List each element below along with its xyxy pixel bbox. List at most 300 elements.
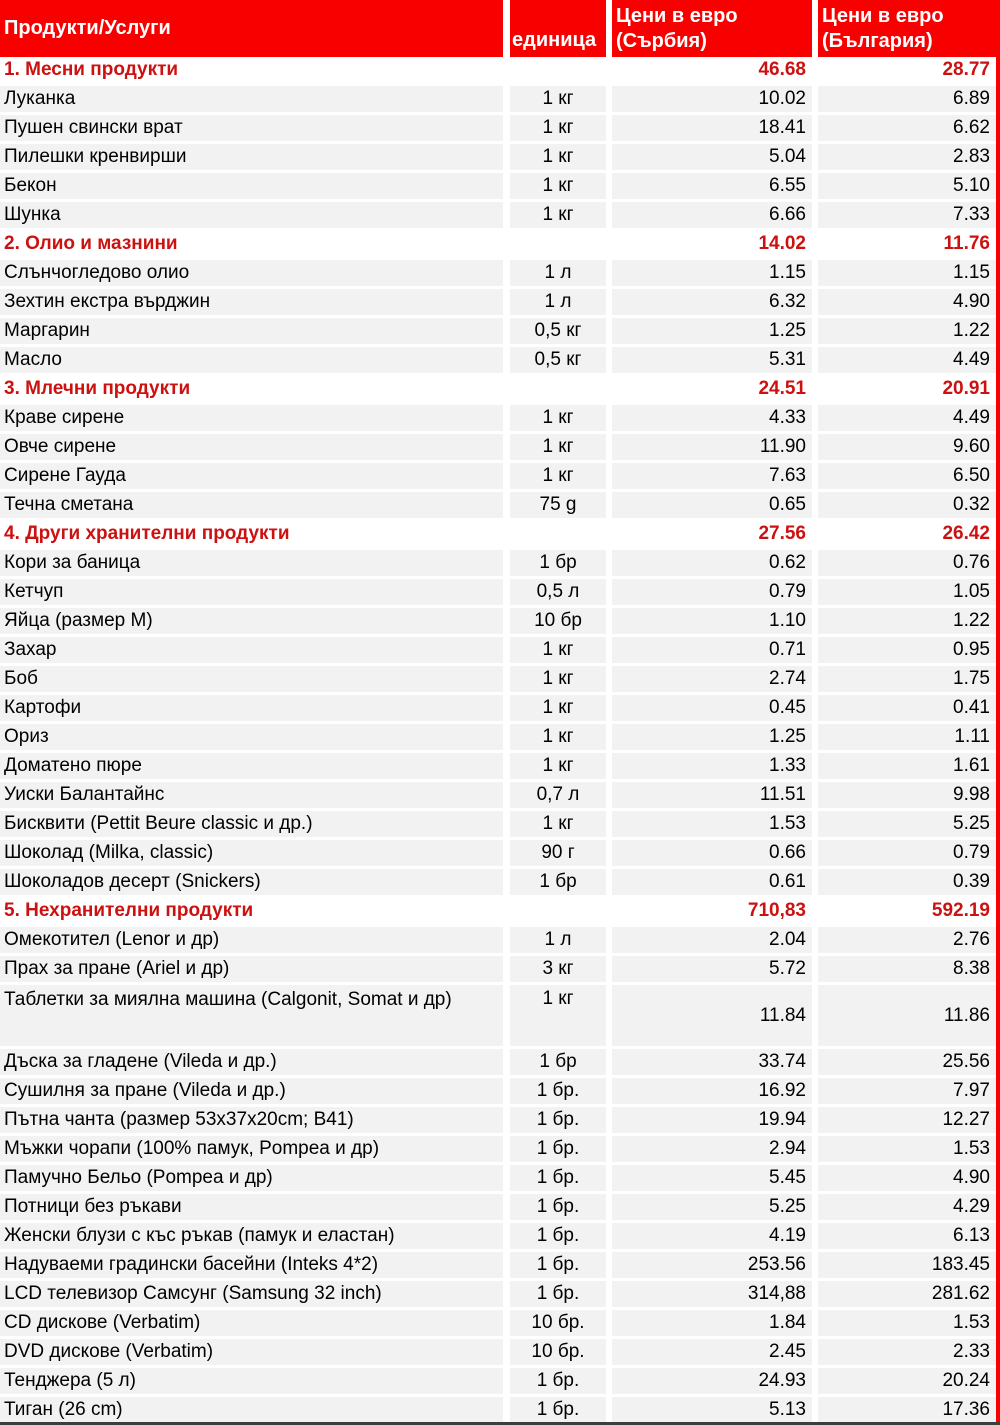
price-serbia-cell: [612, 840, 812, 869]
price-serbia-cell-text: 0.71: [769, 639, 806, 660]
product-name-cell-text: Женски блузи с къс ръкав (памук и еластан): [4, 1225, 395, 1246]
price-bulgaria-cell-text: 6.62: [953, 117, 990, 138]
product-name-cell-text: Краве сирене: [4, 407, 125, 428]
category-name-cell: [0, 521, 503, 550]
price-serbia-cell: [612, 666, 812, 695]
price-bulgaria-cell-text: 4.49: [953, 407, 990, 428]
price-bulgaria-cell-text: 4.49: [953, 349, 990, 370]
price-bulgaria-cell: [818, 1049, 996, 1078]
category-name-cell-text: 5. Нехранителни продукти: [4, 900, 254, 921]
price-serbia-cell: [612, 927, 812, 956]
unit-cell: [510, 1194, 606, 1223]
product-row: [0, 695, 1000, 724]
price-serbia-cell-text: 0.65: [769, 494, 806, 515]
category-name-cell-text: 2. Олио и мазнини: [4, 233, 178, 254]
price-serbia-cell: [612, 608, 812, 637]
unit-cell-text: 1 бр.: [536, 1167, 580, 1188]
product-name-cell-text: Бисквити (Pettit Beure classic и др.): [4, 813, 313, 834]
price-serbia-cell-text: 6.32: [769, 291, 806, 312]
unit-cell-text: 3 кг: [542, 958, 574, 979]
price-bulgaria-cell-text: 4.90: [953, 1167, 990, 1188]
price-bulgaria-cell: [818, 695, 996, 724]
product-row: [0, 347, 1000, 376]
category-row: [0, 898, 1000, 927]
price-bulgaria-cell: [818, 173, 996, 202]
price-serbia-cell: [612, 1049, 812, 1078]
price-bulgaria-cell: [818, 898, 996, 927]
price-serbia-cell: [612, 956, 812, 985]
product-row: [0, 1339, 1000, 1368]
product-row: [0, 869, 1000, 898]
product-name-cell: [0, 550, 503, 579]
price-serbia-cell: [612, 521, 812, 550]
price-serbia-cell: [612, 550, 812, 579]
unit-cell-text: 1 л: [544, 262, 572, 283]
price-bulgaria-cell-text: 25.56: [942, 1051, 990, 1072]
unit-cell: [510, 463, 606, 492]
unit-cell-text: 10 бр: [534, 610, 582, 631]
category-row: [0, 521, 1000, 550]
price-serbia-cell: [612, 579, 812, 608]
unit-cell-text: 1 кг: [542, 465, 574, 486]
product-row: [0, 1194, 1000, 1223]
price-bulgaria-cell: [818, 550, 996, 579]
product-row: [0, 637, 1000, 666]
unit-cell: [510, 318, 606, 347]
product-name-cell-text: Шоколад (Milka, classic): [4, 842, 214, 863]
product-name-cell: [0, 840, 503, 869]
product-name-cell: [0, 260, 503, 289]
header-products-label: Продукти/Услуги: [4, 17, 171, 39]
unit-cell-text: 1 бр.: [536, 1283, 580, 1304]
price-serbia-cell: [612, 1397, 812, 1425]
unit-cell-text: 1 бр.: [536, 1138, 580, 1159]
price-serbia-cell: [612, 898, 812, 927]
price-serbia-cell-text: 0.66: [769, 842, 806, 863]
price-bulgaria-cell: [818, 956, 996, 985]
price-bulgaria-cell-text: 11.76: [943, 233, 990, 254]
product-name-cell-text: Прах за пране (Ariel и др): [4, 958, 230, 979]
header-products-services: [0, 0, 503, 57]
unit-cell-text: 1 бр.: [536, 1254, 580, 1275]
unit-cell: [510, 1223, 606, 1252]
unit-cell: [510, 115, 606, 144]
product-row: [0, 1165, 1000, 1194]
unit-cell: [510, 1136, 606, 1165]
product-name-cell: [0, 463, 503, 492]
price-bulgaria-cell-text: 592.19: [931, 900, 990, 921]
unit-cell-text: 1 бр: [539, 871, 577, 892]
price-serbia-cell: [612, 86, 812, 115]
price-serbia-cell: [612, 463, 812, 492]
price-serbia-cell-text: 11.90: [759, 436, 806, 457]
price-bulgaria-cell-text: 1.22: [953, 610, 990, 631]
product-name-cell-text: Зехтин екстра върджин: [4, 291, 211, 312]
product-name-cell: [0, 173, 503, 202]
product-row: [0, 289, 1000, 318]
product-name-cell-text: CD дискове (Verbatim): [4, 1312, 201, 1333]
unit-cell-text: 90 г: [541, 842, 575, 863]
header-unit: [510, 0, 606, 57]
price-bulgaria-cell-text: 5.10: [953, 175, 990, 196]
price-bulgaria-cell-text: 6.50: [953, 465, 990, 486]
unit-cell: [510, 347, 606, 376]
product-name-cell-text: Течна сметана: [4, 494, 134, 515]
unit-cell: [510, 753, 606, 782]
product-row: [0, 550, 1000, 579]
price-bulgaria-cell-text: 2.33: [953, 1341, 990, 1362]
price-serbia-cell: [612, 1078, 812, 1107]
unit-cell: [510, 898, 606, 927]
price-serbia-cell-text: 314,88: [747, 1283, 806, 1304]
product-row: [0, 463, 1000, 492]
price-bulgaria-cell: [818, 753, 996, 782]
header-prices-serbia: [612, 0, 812, 57]
unit-cell-text: 1 кг: [542, 117, 574, 138]
price-bulgaria-cell-text: 0.41: [953, 697, 990, 718]
product-row: [0, 666, 1000, 695]
price-bulgaria-cell: [818, 1078, 996, 1107]
unit-cell: [510, 1339, 606, 1368]
product-name-cell: [0, 347, 503, 376]
unit-cell-text: 1 кг: [542, 407, 574, 428]
price-serbia-cell: [612, 260, 812, 289]
product-name-cell-text: Омекотител (Lenor и др): [4, 929, 220, 950]
unit-cell: [510, 202, 606, 231]
price-serbia-cell: [612, 869, 812, 898]
price-bulgaria-cell-text: 5.25: [953, 813, 990, 834]
price-bulgaria-cell-text: 1.53: [953, 1138, 990, 1159]
product-row: [0, 202, 1000, 231]
unit-cell: [510, 869, 606, 898]
price-bulgaria-cell-text: 17.36: [942, 1399, 990, 1420]
unit-cell: [510, 811, 606, 840]
price-bulgaria-cell: [818, 318, 996, 347]
product-row: [0, 1281, 1000, 1310]
unit-cell-text: 1 кг: [542, 813, 574, 834]
unit-cell: [510, 521, 606, 550]
unit-cell-text: 1 кг: [542, 436, 574, 457]
unit-cell-text: 1 кг: [542, 726, 574, 747]
price-serbia-cell: [612, 1136, 812, 1165]
price-bulgaria-cell-text: 0.95: [953, 639, 990, 660]
price-bulgaria-cell: [818, 463, 996, 492]
table-body: [0, 57, 1000, 1425]
price-bulgaria-cell-text: 6.13: [953, 1225, 990, 1246]
price-bulgaria-cell-text: 0.79: [953, 842, 990, 863]
product-name-cell-text: Сирене Гауда: [4, 465, 126, 486]
price-serbia-cell: [612, 492, 812, 521]
product-name-cell: [0, 289, 503, 318]
unit-cell-text: 0,5 кг: [534, 320, 582, 341]
price-bulgaria-cell: [818, 492, 996, 521]
price-serbia-cell-text: 46.68: [758, 59, 806, 80]
unit-cell: [510, 260, 606, 289]
category-row: [0, 376, 1000, 405]
product-name-cell-text: Слънчогледово олио: [4, 262, 190, 283]
unit-cell-text: 1 кг: [542, 146, 574, 167]
price-bulgaria-cell: [818, 1368, 996, 1397]
product-row: [0, 985, 1000, 1049]
price-serbia-cell: [612, 115, 812, 144]
price-bulgaria-cell-text: 1.05: [953, 581, 990, 602]
unit-cell: [510, 1165, 606, 1194]
header-prices-bulgaria: [818, 0, 996, 57]
price-serbia-cell-text: 16.92: [758, 1080, 806, 1101]
unit-cell: [510, 173, 606, 202]
unit-cell-text: 1 кг: [542, 668, 574, 689]
product-name-cell: [0, 811, 503, 840]
product-row: [0, 753, 1000, 782]
price-serbia-cell-text: 4.33: [769, 407, 806, 428]
product-name-cell: [0, 782, 503, 811]
product-name-cell: [0, 695, 503, 724]
unit-cell-text: 0,5 л: [536, 581, 580, 602]
price-serbia-cell: [612, 231, 812, 260]
price-bulgaria-cell-text: 7.33: [953, 204, 990, 225]
unit-cell: [510, 666, 606, 695]
product-name-cell-text: Кори за баница: [4, 552, 141, 573]
unit-cell-text: 1 бр: [539, 1051, 577, 1072]
product-name-cell-text: Пушен свински врат: [4, 117, 183, 138]
product-row: [0, 1223, 1000, 1252]
price-bulgaria-cell: [818, 724, 996, 753]
product-row: [0, 492, 1000, 521]
product-name-cell: [0, 1252, 503, 1281]
product-row: [0, 1397, 1000, 1425]
unit-cell-text: 1 кг: [542, 175, 574, 196]
price-bulgaria-cell: [818, 1339, 996, 1368]
price-bulgaria-cell-text: 0.76: [953, 552, 990, 573]
price-serbia-cell: [612, 289, 812, 318]
price-bulgaria-cell: [818, 347, 996, 376]
category-name-cell: [0, 57, 503, 86]
product-row: [0, 260, 1000, 289]
product-name-cell: [0, 405, 503, 434]
price-serbia-cell-text: 0.61: [769, 871, 806, 892]
price-serbia-cell: [612, 1223, 812, 1252]
price-serbia-cell-text: 24.51: [758, 378, 806, 399]
price-serbia-cell: [612, 318, 812, 347]
unit-cell: [510, 579, 606, 608]
price-bulgaria-cell: [818, 1194, 996, 1223]
price-serbia-cell-text: 27.56: [758, 523, 806, 544]
unit-cell-text: 1 кг: [542, 988, 574, 1009]
unit-cell-text: 10 бр.: [531, 1312, 585, 1333]
product-name-cell: [0, 927, 503, 956]
price-bulgaria-cell-text: 1.61: [953, 755, 990, 776]
price-bulgaria-cell: [818, 231, 996, 260]
unit-cell: [510, 405, 606, 434]
price-serbia-cell-text: 1.10: [769, 610, 806, 631]
price-bulgaria-cell: [818, 405, 996, 434]
unit-cell: [510, 1310, 606, 1339]
price-bulgaria-cell-text: 183.45: [931, 1254, 990, 1275]
price-serbia-cell-text: 11.51: [759, 784, 806, 805]
price-bulgaria-cell-text: 7.97: [953, 1080, 990, 1101]
category-name-cell-text: 3. Млечни продукти: [4, 378, 191, 399]
price-serbia-cell-text: 5.31: [769, 349, 806, 370]
product-name-cell-text: Луканка: [4, 88, 76, 109]
price-serbia-cell-text: 710,83: [747, 900, 806, 921]
product-row: [0, 144, 1000, 173]
price-serbia-cell: [612, 173, 812, 202]
price-serbia-cell-text: 10.02: [758, 88, 806, 109]
category-name-cell-text: 1. Месни продукти: [4, 59, 179, 80]
product-row: [0, 1049, 1000, 1078]
unit-cell: [510, 434, 606, 463]
product-name-cell: [0, 666, 503, 695]
price-serbia-cell-text: 2.94: [769, 1138, 806, 1159]
unit-cell: [510, 57, 606, 86]
price-bulgaria-cell: [818, 927, 996, 956]
product-name-cell: [0, 1107, 503, 1136]
price-bulgaria-cell-text: 26.42: [942, 523, 990, 544]
product-row: [0, 405, 1000, 434]
price-serbia-cell-text: 5.04: [769, 146, 806, 167]
unit-cell: [510, 1049, 606, 1078]
header-bulgaria-line1: Цени в евро: [822, 5, 944, 27]
price-bulgaria-cell: [818, 1252, 996, 1281]
price-bulgaria-cell-text: 1.53: [953, 1312, 990, 1333]
price-bulgaria-cell: [818, 1165, 996, 1194]
product-name-cell: [0, 869, 503, 898]
price-bulgaria-cell: [818, 57, 996, 86]
product-row: [0, 927, 1000, 956]
product-row: [0, 1310, 1000, 1339]
price-bulgaria-cell-text: 1.75: [953, 668, 990, 689]
product-name-cell: [0, 1310, 503, 1339]
price-serbia-cell-text: 0.79: [769, 581, 806, 602]
red-right-border: [996, 0, 1000, 1425]
unit-cell: [510, 1252, 606, 1281]
price-bulgaria-cell: [818, 1281, 996, 1310]
price-serbia-cell: [612, 1165, 812, 1194]
price-bulgaria-cell: [818, 289, 996, 318]
unit-cell: [510, 637, 606, 666]
price-serbia-cell: [612, 144, 812, 173]
price-serbia-cell: [612, 347, 812, 376]
product-row: [0, 115, 1000, 144]
price-serbia-cell: [612, 434, 812, 463]
product-name-cell: [0, 115, 503, 144]
price-serbia-cell-text: 1.25: [769, 320, 806, 341]
product-name-cell-text: Тиган (26 cm): [4, 1399, 123, 1420]
price-serbia-cell-text: 0.62: [769, 552, 806, 573]
price-serbia-cell-text: 5.13: [769, 1399, 806, 1420]
price-serbia-cell: [612, 202, 812, 231]
product-row: [0, 1368, 1000, 1397]
price-bulgaria-cell: [818, 579, 996, 608]
product-row: [0, 956, 1000, 985]
unit-cell: [510, 927, 606, 956]
price-serbia-cell-text: 2.04: [769, 929, 806, 950]
product-name-cell-text: Доматено пюре: [4, 755, 142, 776]
unit-cell-text: 1 л: [544, 929, 572, 950]
price-serbia-cell-text: 24.93: [758, 1370, 806, 1391]
product-name-cell: [0, 1049, 503, 1078]
price-bulgaria-cell: [818, 1136, 996, 1165]
price-bulgaria-cell-text: 0.39: [953, 871, 990, 892]
product-name-cell-text: Масло: [4, 349, 62, 370]
price-bulgaria-cell-text: 9.98: [953, 784, 990, 805]
unit-cell-text: 1 кг: [542, 204, 574, 225]
price-serbia-cell: [612, 1107, 812, 1136]
price-serbia-cell-text: 19.94: [758, 1109, 806, 1130]
price-bulgaria-cell: [818, 202, 996, 231]
price-serbia-cell-text: 5.72: [769, 958, 806, 979]
unit-cell-text: 1 бр.: [536, 1225, 580, 1246]
product-name-cell: [0, 1368, 503, 1397]
unit-cell: [510, 1107, 606, 1136]
unit-cell-text: 1 кг: [542, 88, 574, 109]
price-serbia-cell: [612, 1281, 812, 1310]
product-name-cell: [0, 1339, 503, 1368]
product-row: [0, 608, 1000, 637]
unit-cell: [510, 1368, 606, 1397]
unit-cell: [510, 376, 606, 405]
unit-cell: [510, 492, 606, 521]
price-bulgaria-cell: [818, 869, 996, 898]
price-bulgaria-cell: [818, 144, 996, 173]
product-name-cell: [0, 579, 503, 608]
product-name-cell-text: Бекон: [4, 175, 57, 196]
product-name-cell-text: Шунка: [4, 204, 61, 225]
product-row: [0, 579, 1000, 608]
price-bulgaria-cell: [818, 608, 996, 637]
product-row: [0, 173, 1000, 202]
product-name-cell: [0, 1223, 503, 1252]
product-name-cell: [0, 202, 503, 231]
product-row: [0, 840, 1000, 869]
price-serbia-cell-text: 0.45: [769, 697, 806, 718]
unit-cell-text: 1 бр.: [536, 1399, 580, 1420]
product-name-cell-text: Овче сирене: [4, 436, 117, 457]
header-serbia-line1: Цени в евро: [616, 5, 738, 27]
product-name-cell-text: Ориз: [4, 726, 49, 747]
price-bulgaria-cell-text: 28.77: [942, 59, 990, 80]
product-name-cell: [0, 318, 503, 347]
price-serbia-cell-text: 6.66: [769, 204, 806, 225]
price-serbia-cell: [612, 1368, 812, 1397]
product-name-cell-text: Надуваеми градински басейни (Inteks 4*2): [4, 1254, 379, 1275]
price-bulgaria-cell-text: 0.32: [953, 494, 990, 515]
unit-cell: [510, 695, 606, 724]
product-name-cell-text: Захар: [4, 639, 57, 660]
product-row: [0, 318, 1000, 347]
price-serbia-cell: [612, 1252, 812, 1281]
price-bulgaria-cell-text: 20.91: [942, 378, 990, 399]
product-name-cell: [0, 1136, 503, 1165]
product-name-cell-text: Сушилня за пране (Vileda и др.): [4, 1080, 286, 1101]
price-serbia-cell-text: 18.41: [758, 117, 806, 138]
price-bulgaria-cell: [818, 666, 996, 695]
price-serbia-cell-text: 1.25: [769, 726, 806, 747]
price-bulgaria-cell: [818, 376, 996, 405]
product-row: [0, 782, 1000, 811]
category-name-cell: [0, 231, 503, 260]
product-name-cell-text: Шоколадов десерт (Snickers): [4, 871, 261, 892]
unit-cell: [510, 550, 606, 579]
price-serbia-cell: [612, 1310, 812, 1339]
unit-cell-text: 1 бр.: [536, 1109, 580, 1130]
price-bulgaria-cell-text: 1.22: [953, 320, 990, 341]
price-serbia-cell-text: 5.25: [769, 1196, 806, 1217]
price-bulgaria-cell-text: 8.38: [953, 958, 990, 979]
price-bulgaria-cell-text: 4.29: [953, 1196, 990, 1217]
product-name-cell-text: Потници без ръкави: [4, 1196, 182, 1217]
unit-cell-text: 0,5 кг: [534, 349, 582, 370]
